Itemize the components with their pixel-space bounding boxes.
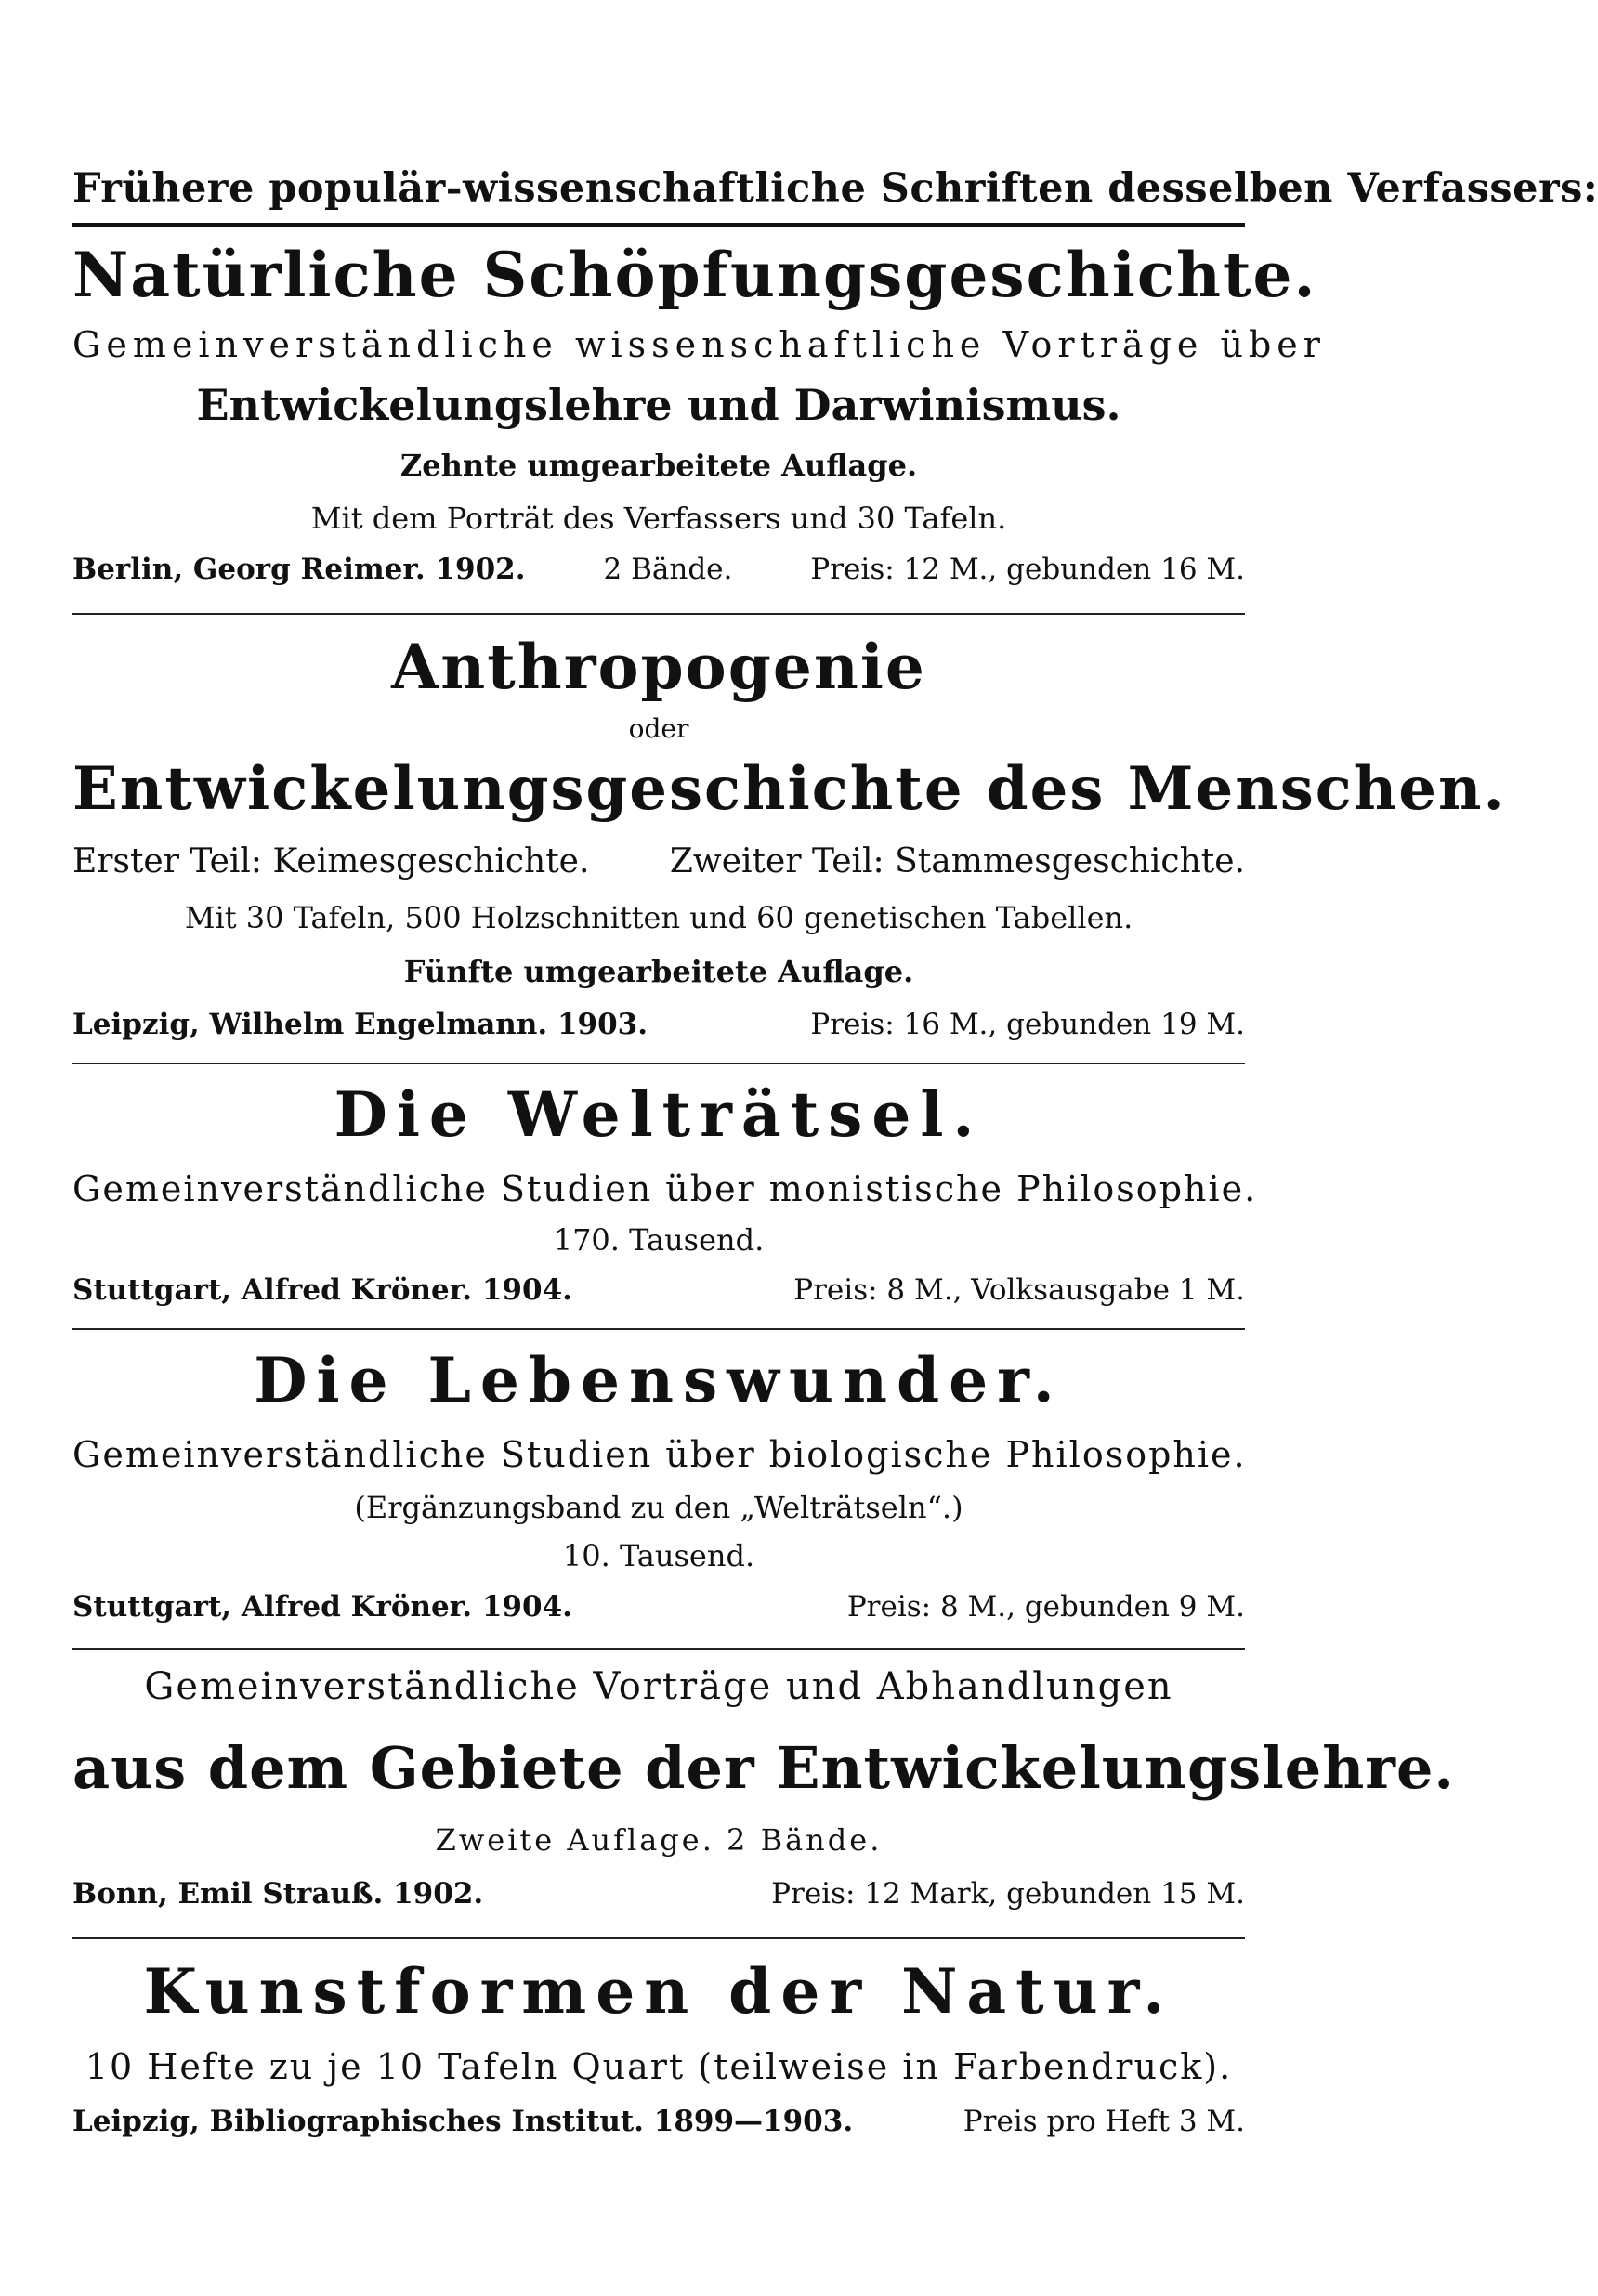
price: Preis: 8 M., gebunden 9 M. bbox=[846, 1590, 1245, 1624]
book-subtitle: Gemeinverständliche wissenschaftliche Vorträge über bbox=[72, 324, 1326, 365]
book-edition: Zehnte umgearbeitete Auflage. bbox=[400, 448, 918, 483]
publisher-line bbox=[72, 544, 1245, 594]
book-edition: Fünfte umgearbeitete Auflage. bbox=[403, 954, 914, 989]
book-details: Mit dem Porträt des Verfassers und 30 Tafeln. bbox=[310, 501, 1007, 536]
publisher-line bbox=[72, 998, 1245, 1051]
publisher: Berlin, Georg Reimer. 1902. bbox=[72, 553, 526, 586]
book-note: (Ergänzungsband zu den „Welträtseln“.) bbox=[354, 1490, 963, 1525]
price: Preis: 12 M., gebunden 16 M. bbox=[810, 553, 1245, 586]
book-die-lebenswunder bbox=[72, 1334, 1245, 1650]
book-details: Mit 30 Tafeln, 500 Holzschnitten und 60 genetischen Tabellen. bbox=[184, 900, 1133, 935]
book-anthropogenie bbox=[72, 620, 1506, 1064]
book-pretitle: Gemeinverständliche Vorträge und Abhandlungen bbox=[144, 1665, 1173, 1708]
book-edition: 10. Tausend. bbox=[562, 1538, 755, 1573]
section-divider bbox=[72, 1937, 1245, 1939]
book-parts bbox=[72, 834, 1245, 890]
book-connector: oder bbox=[628, 713, 689, 744]
section-divider bbox=[72, 1328, 1245, 1330]
book-title: aus dem Gebiete der Entwickelungslehre. bbox=[72, 1734, 1455, 1802]
book-title-2: Entwickelungsgeschichte des Menschen. bbox=[72, 754, 1506, 824]
section-divider bbox=[72, 613, 1245, 615]
content-column bbox=[72, 156, 1598, 2149]
publisher-line bbox=[72, 1867, 1245, 1921]
publisher-line bbox=[72, 2094, 1245, 2149]
book-natuerliche-schoepfungsgeschichte bbox=[72, 232, 1326, 615]
price: Preis pro Heft 3 M. bbox=[963, 2105, 1245, 2138]
book-subtitle: Gemeinverständliche Studien über monistische Philosophie. bbox=[72, 1168, 1258, 1209]
book-edition: 170. Tausend. bbox=[553, 1222, 765, 1258]
book-title: Anthropogenie bbox=[391, 631, 926, 703]
book-title: Die Welträtsel. bbox=[334, 1078, 984, 1151]
publisher-line bbox=[72, 1579, 1245, 1635]
book-die-weltraetsel bbox=[72, 1068, 1258, 1330]
publisher: Stuttgart, Alfred Kröner. 1904. bbox=[72, 1590, 572, 1624]
book-edition: Zweite Auflage. 2 Bände. bbox=[435, 1822, 883, 1858]
book-kunstformen-der-natur bbox=[72, 1943, 1245, 2149]
part-first: Erster Teil: Keimesgeschichte. bbox=[72, 842, 590, 881]
book-title: Die Lebenswunder. bbox=[254, 1344, 1064, 1416]
publisher: Leipzig, Wilhelm Engelmann. 1903. bbox=[72, 1008, 648, 1041]
book-details: 10 Hefte zu je 10 Tafeln Quart (teilweise in Farbendruck). bbox=[85, 2046, 1233, 2087]
section-divider bbox=[72, 1063, 1245, 1064]
part-second: Zweiter Teil: Stammesgeschichte. bbox=[669, 842, 1245, 881]
volumes: 2 Bände. bbox=[603, 553, 733, 586]
publisher: Stuttgart, Alfred Kröner. 1904. bbox=[72, 1273, 572, 1307]
publisher-line bbox=[72, 1263, 1245, 1317]
publisher: Leipzig, Bibliographisches Institut. 1899—1903. bbox=[72, 2105, 854, 2138]
page-header: Frühere populär-wissenschaftliche Schriften desselben Verfassers: bbox=[72, 165, 1598, 212]
book-subtitle: Gemeinverständliche Studien über biologische Philosophie. bbox=[72, 1434, 1247, 1475]
publisher: Bonn, Emil Strauß. 1902. bbox=[72, 1877, 484, 1911]
price: Preis: 8 M., Volksausgabe 1 M. bbox=[793, 1273, 1245, 1307]
book-title: Natürliche Schöpfungsgeschichte. bbox=[72, 239, 1317, 311]
price: Preis: 16 M., gebunden 19 M. bbox=[810, 1008, 1245, 1041]
price: Preis: 12 Mark, gebunden 15 M. bbox=[771, 1877, 1245, 1911]
book-title: Kunstformen der Natur. bbox=[143, 1955, 1174, 2028]
book-subtitle-2: Entwickelungslehre und Darwinismus. bbox=[196, 380, 1121, 430]
header-rule bbox=[72, 223, 1245, 227]
book-vortraege-und-abhandlungen bbox=[72, 1650, 1455, 1939]
